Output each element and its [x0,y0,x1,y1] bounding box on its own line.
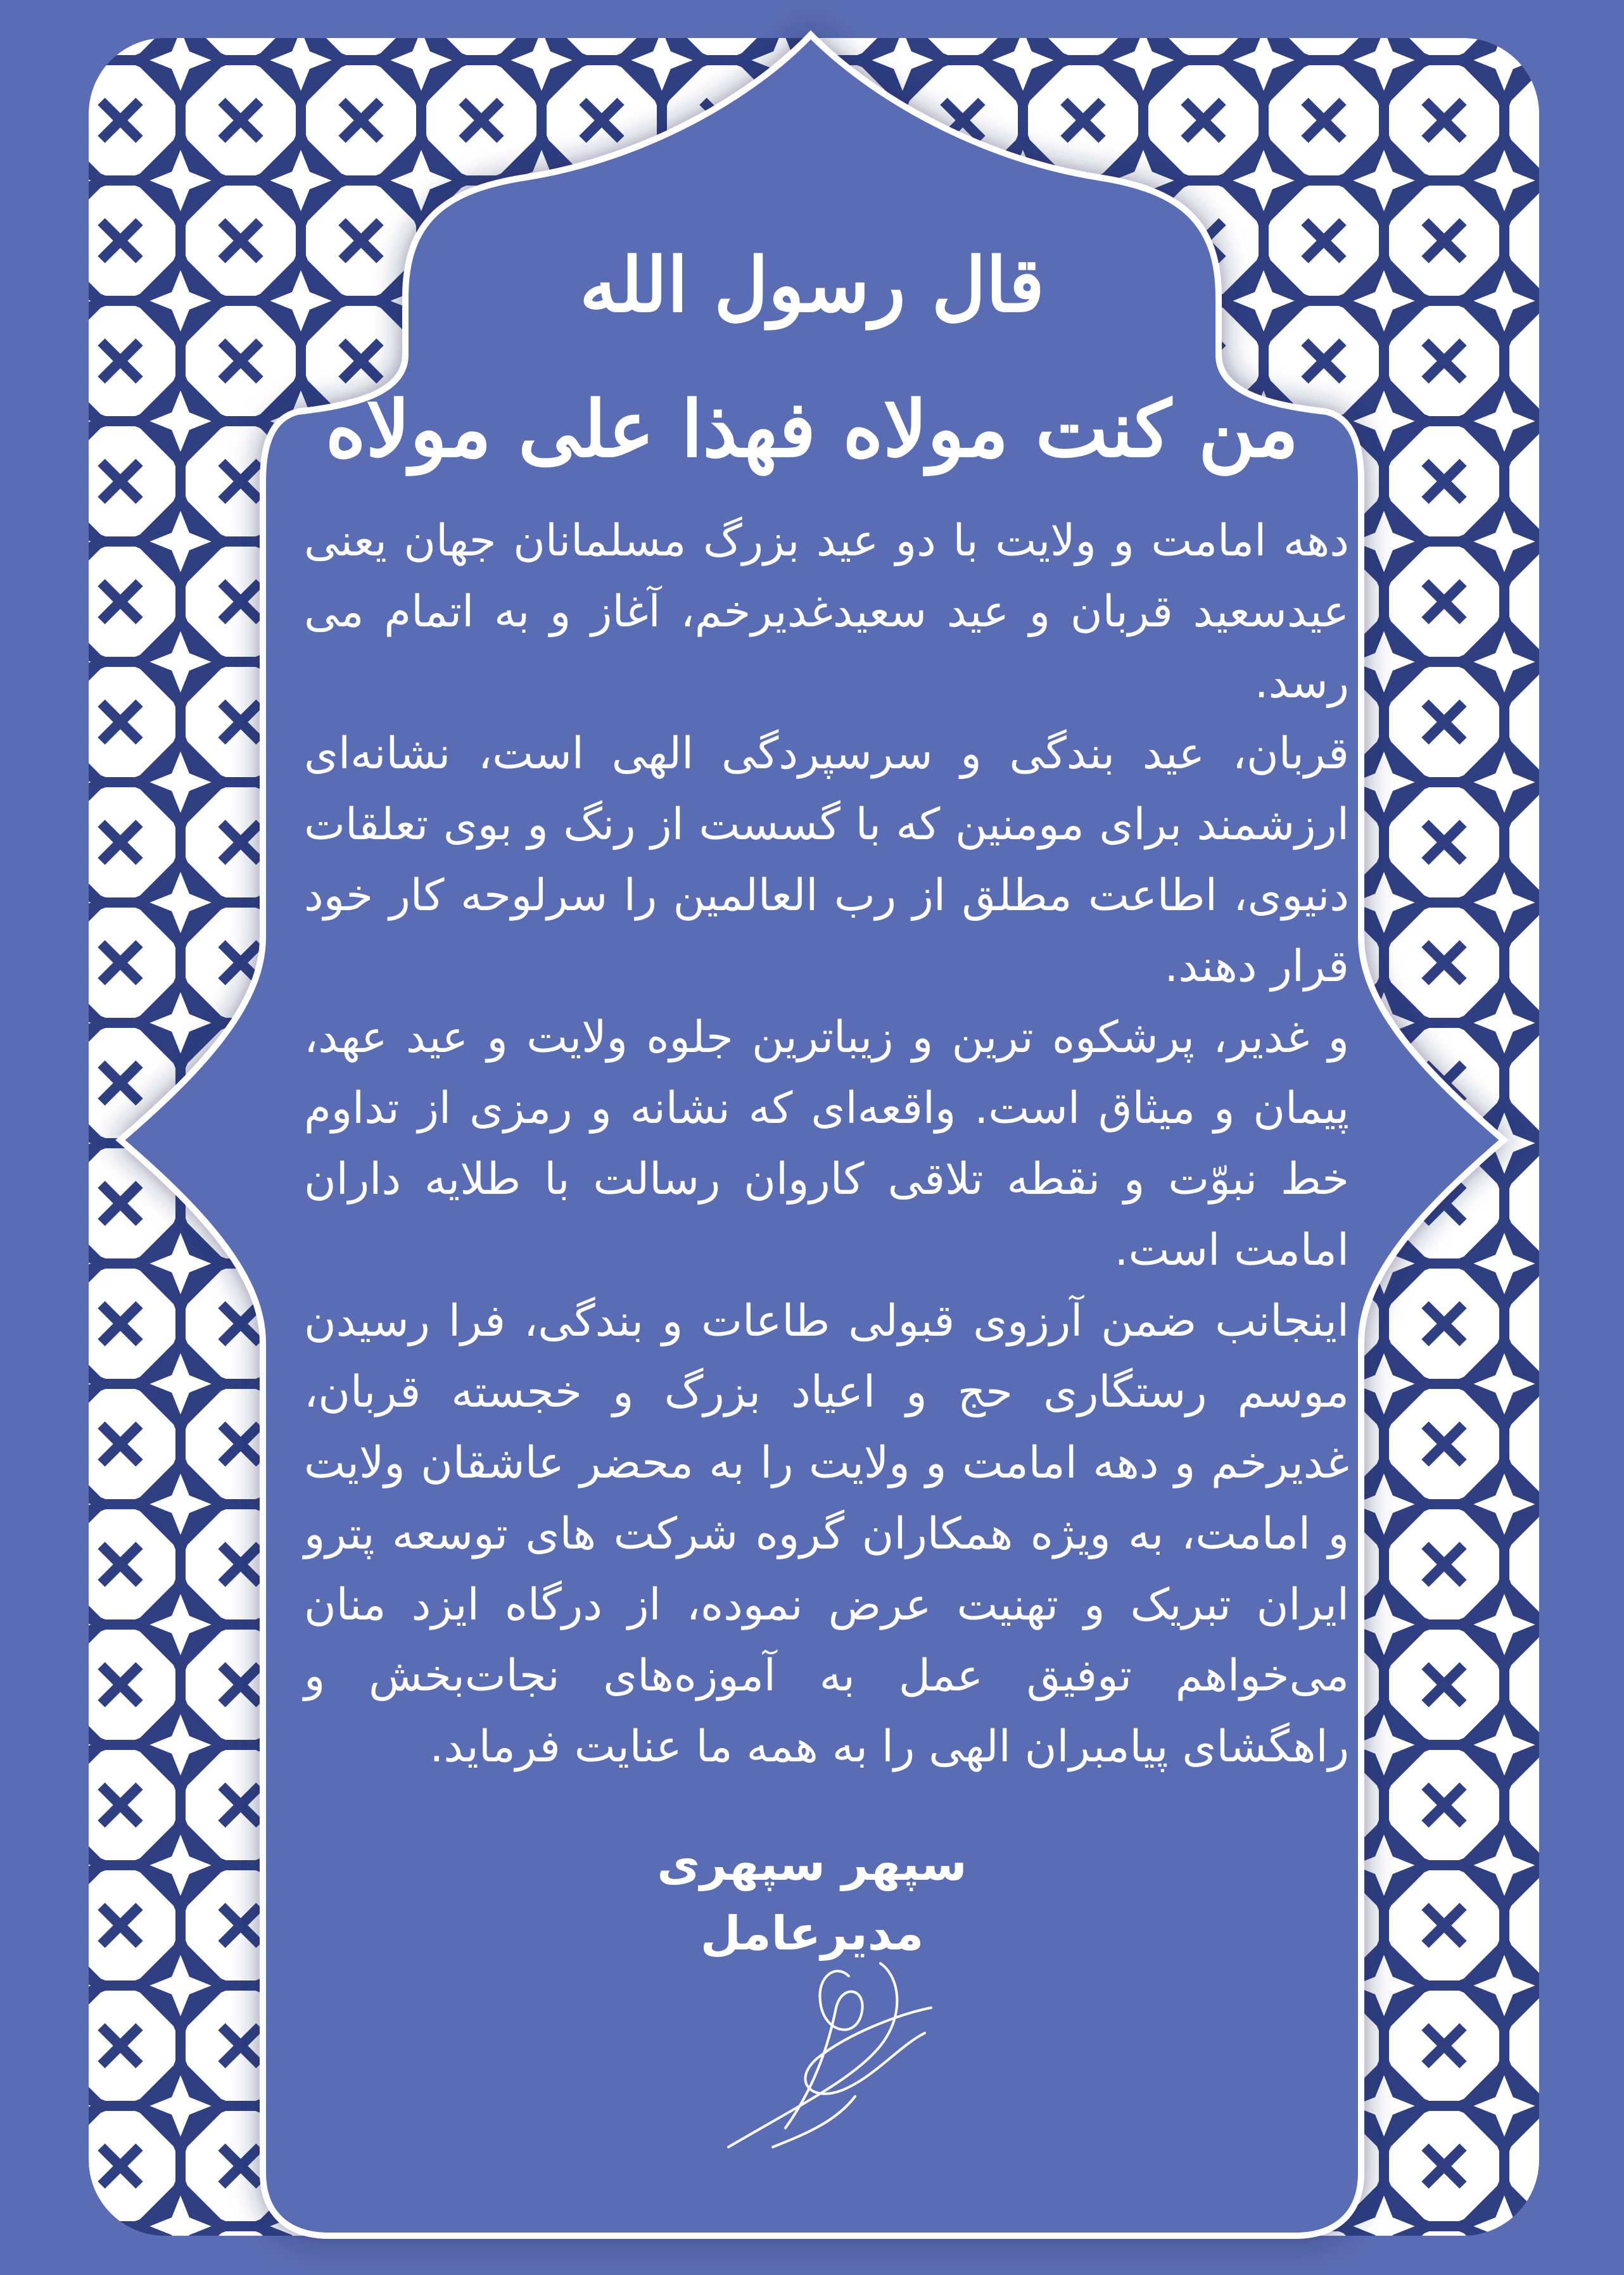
header-line-2: من کنت مولاه فهذا علی مولاه [325,383,1299,474]
paragraph: دهه امامت و ولایت با دو عید بزرگ مسلمانان جهان یعنی عیدسعید قربان و عید سعیدغدیرخم، آغاز و به اتمام می رسد. [304,516,1349,708]
paragraph: اینجانب ضمن آرزوی قبولی طاعات و بندگی، فرا رسیدن موسم رستگاری حج و اعیاد بزرگ و خجسته قربان، غدیرخم و دهه امامت و ولایت را به محضر عاشقان ولایت و امامت، به ویژه همکاران گروه شرکت های توسعه پترو ایران تبریک و تهنیت عرض نموده، از درگاه ایزد منان می‌خواهم توفیق عمل به آموزه‌های نجات‌بخش و راهگشای پیامبران الهی را به همه ما عنایت فرماید. [304,1296,1349,1772]
header-line-1: قال رسول الله [580,241,1044,329]
handwritten-signature-icon [690,1938,969,2166]
paragraph: و غدیر، پرشکوه ترین و زیباترین جلوه ولایت و عید عهد، پیمان و میثاق است. واقعه‌ای که نشانه و رمزی از تداوم خط نبوّت و نقطه تلاقی کاروان رسالت با طلایه داران امامت است. [304,1012,1349,1276]
signer-title: مدیرعامل [700,1906,924,1961]
signer-name: سپهر سپهری [657,1837,967,1891]
paragraph: قربان، عید بندگی و سرسپردگی الهی است، نشانه‌ای ارزشمند برای مومنین که با گسست از رنگ و بوی تعلقات دنیوی، اطاعت مطلق از رب العالمین را سرلوحه کار خود قرار دهند. [304,728,1349,992]
message-body [304,505,1349,1782]
